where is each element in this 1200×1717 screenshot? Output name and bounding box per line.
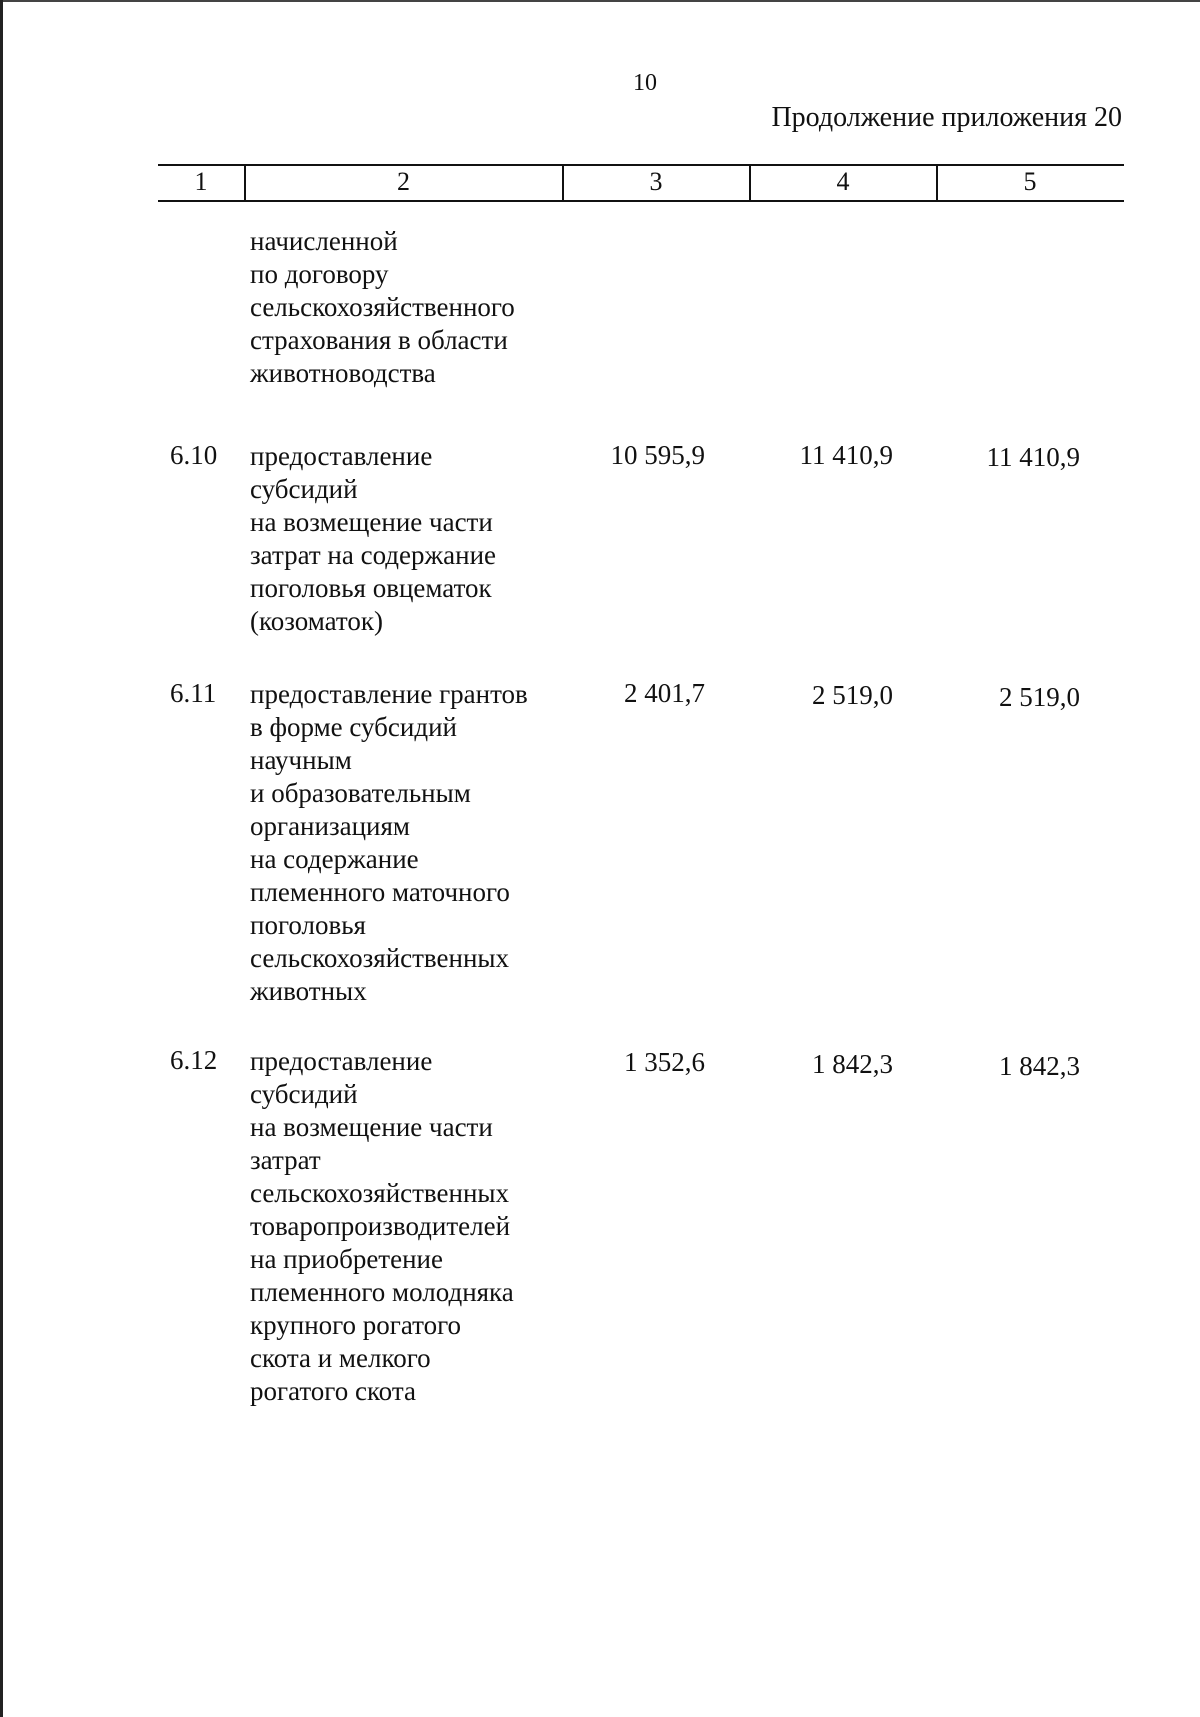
page-number: 10 [633,70,657,96]
appendix-continuation-label: Продолжение приложения 20 [771,102,1122,133]
header-col-2: 2 [397,167,410,196]
row-value-col4: 2 519,0 [812,680,893,710]
row-value-col5: 11 410,9 [986,442,1080,472]
row-description: предоставление грантов в форме субсидий научным и образовательным организациям на содержание племенного маточного поголовья сельскохозяйственных животных [250,679,528,1006]
scan-edge-left [0,0,3,1717]
header-col-4: 4 [836,167,850,196]
row-value-col5: 1 842,3 [999,1051,1080,1081]
row-number: 6.10 [170,440,218,470]
scan-edge-top [0,0,1200,2]
table-header-row [158,164,1124,198]
row-description: начисленной по договору сельскохозяйственного страхования в области животноводства [250,226,515,388]
row-number: 6.12 [170,1045,218,1075]
row-description: предоставление субсидий на возмещение части затрат на содержание поголовья овцематок (козоматок) [250,441,497,636]
row-description: предоставление субсидий на возмещение части затрат сельскохозяйственных товаропроизводителей на приобретение племенного молодняка крупного рогатого скота и мелкого рогатого скота [250,1046,514,1406]
row-value-col3: 2 401,7 [624,678,705,708]
row-number: 6.11 [170,678,217,708]
row-value-col5: 2 519,0 [999,682,1080,712]
row-value-col4: 1 842,3 [812,1049,893,1079]
header-col-5: 5 [1023,167,1037,196]
row-value-col3: 1 352,6 [624,1047,705,1077]
row-value-col4: 11 410,9 [799,440,893,470]
header-bottom-rule [158,200,1124,202]
row-value-col3: 10 595,9 [610,440,705,470]
header-col-1: 1 [194,167,208,196]
header-col-3: 3 [649,167,663,196]
